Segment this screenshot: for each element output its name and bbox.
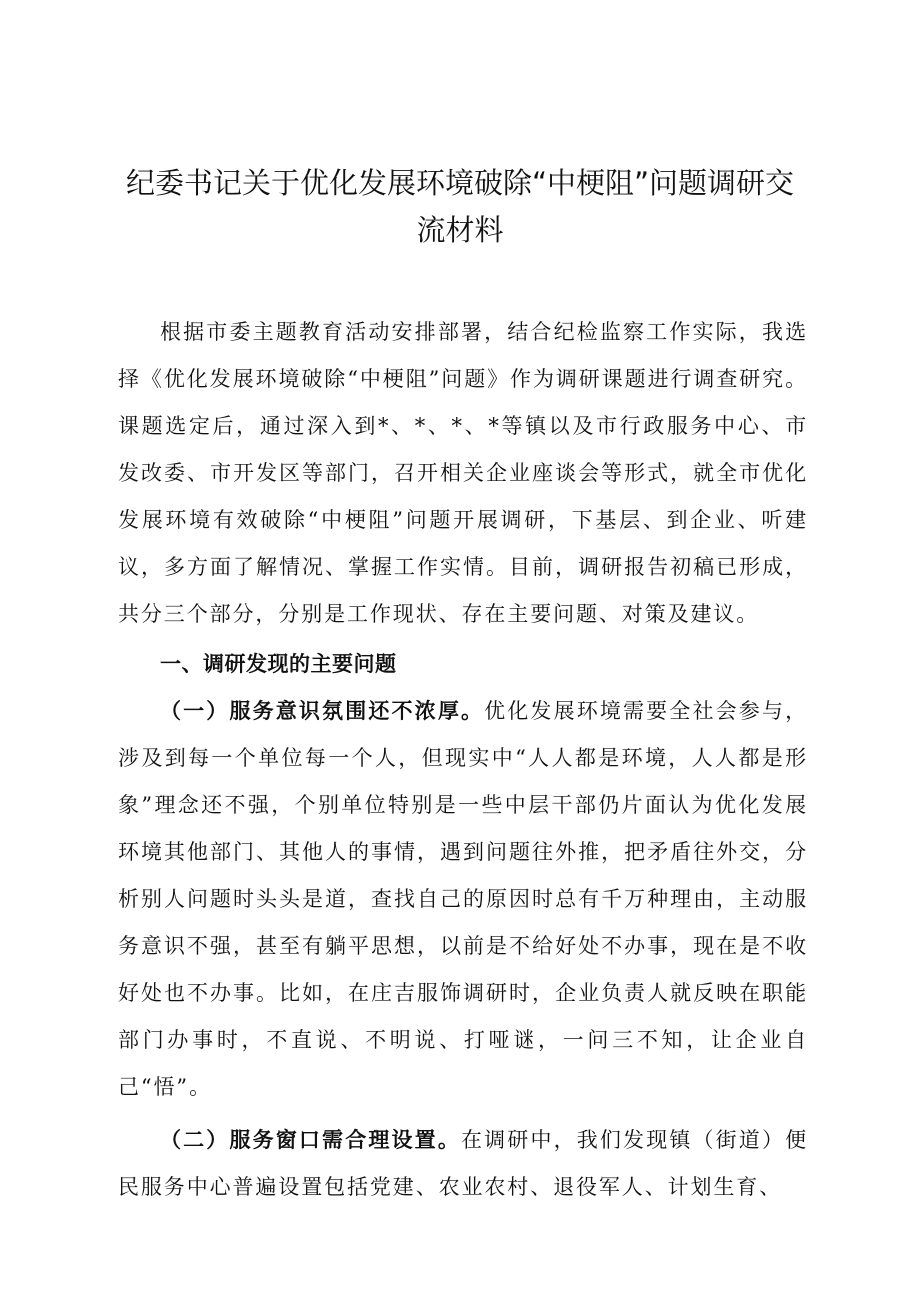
document-body bbox=[118, 309, 808, 1211]
point-2-text: 在调研中，我们发现镇（街道）便民服务中心普遍设置包括党建、农业农村、退役军人、计划生育、 bbox=[118, 1128, 809, 1199]
point-1-lead: （一）服务意识氛围还不浓厚。 bbox=[160, 699, 485, 723]
intro-paragraph: 根据市委主题教育活动安排部署，结合纪检监察工作实际，我选择《优化发展环境破除“中梗阻”问题》作为调研课题进行调查研究。课题选定后，通过深入到*、*、*、*等镇以及市行政服务中心、市发改委、市开发区等部门，召开相关企业座谈会等形式，就全市优化发展环境有效破除“中梗阻”问题开展调研，下基层、到企业、听建议，多方面了解情况、掌握工作实情。目前，调研报告初稿已形成，共分三个部分，分别是工作现状、存在主要问题、对策及建议。 bbox=[118, 320, 808, 626]
point-1-text: 优化发展环境需要全社会参与，涉及到每一个单位每一个人，但现实中“人人都是环境，人人都是形象”理念还不强，个别单位特别是一些中层干部仍片面认为优化发展环境其他部门、其他人的事情，遇到问题往外推，把矛盾往外交，分析别人问题时头头是道，查找自己的原因时总有千万种理由，主动服务意识不强，甚至有躺平思想，以前是不给好处不办事，现在是不收好处也不办事。比如，在庄吉服饰调研时，企业负责人就反映在职能部门办事时，不直说、不明说、打哑谜，一问三不知，让企业自己“悟”。 bbox=[118, 699, 808, 1099]
section-heading bbox=[118, 641, 808, 688]
section-heading-text: 一、调研发现的主要问题 bbox=[160, 652, 397, 676]
document-title: 纪委书记关于优化发展环境破除“中梗阻”问题调研交流材料 bbox=[125, 166, 795, 247]
point-1-paragraph bbox=[118, 688, 808, 1111]
point-2-paragraph bbox=[118, 1117, 808, 1211]
point-2-lead: （二）服务窗口需合理设置。 bbox=[160, 1128, 461, 1152]
